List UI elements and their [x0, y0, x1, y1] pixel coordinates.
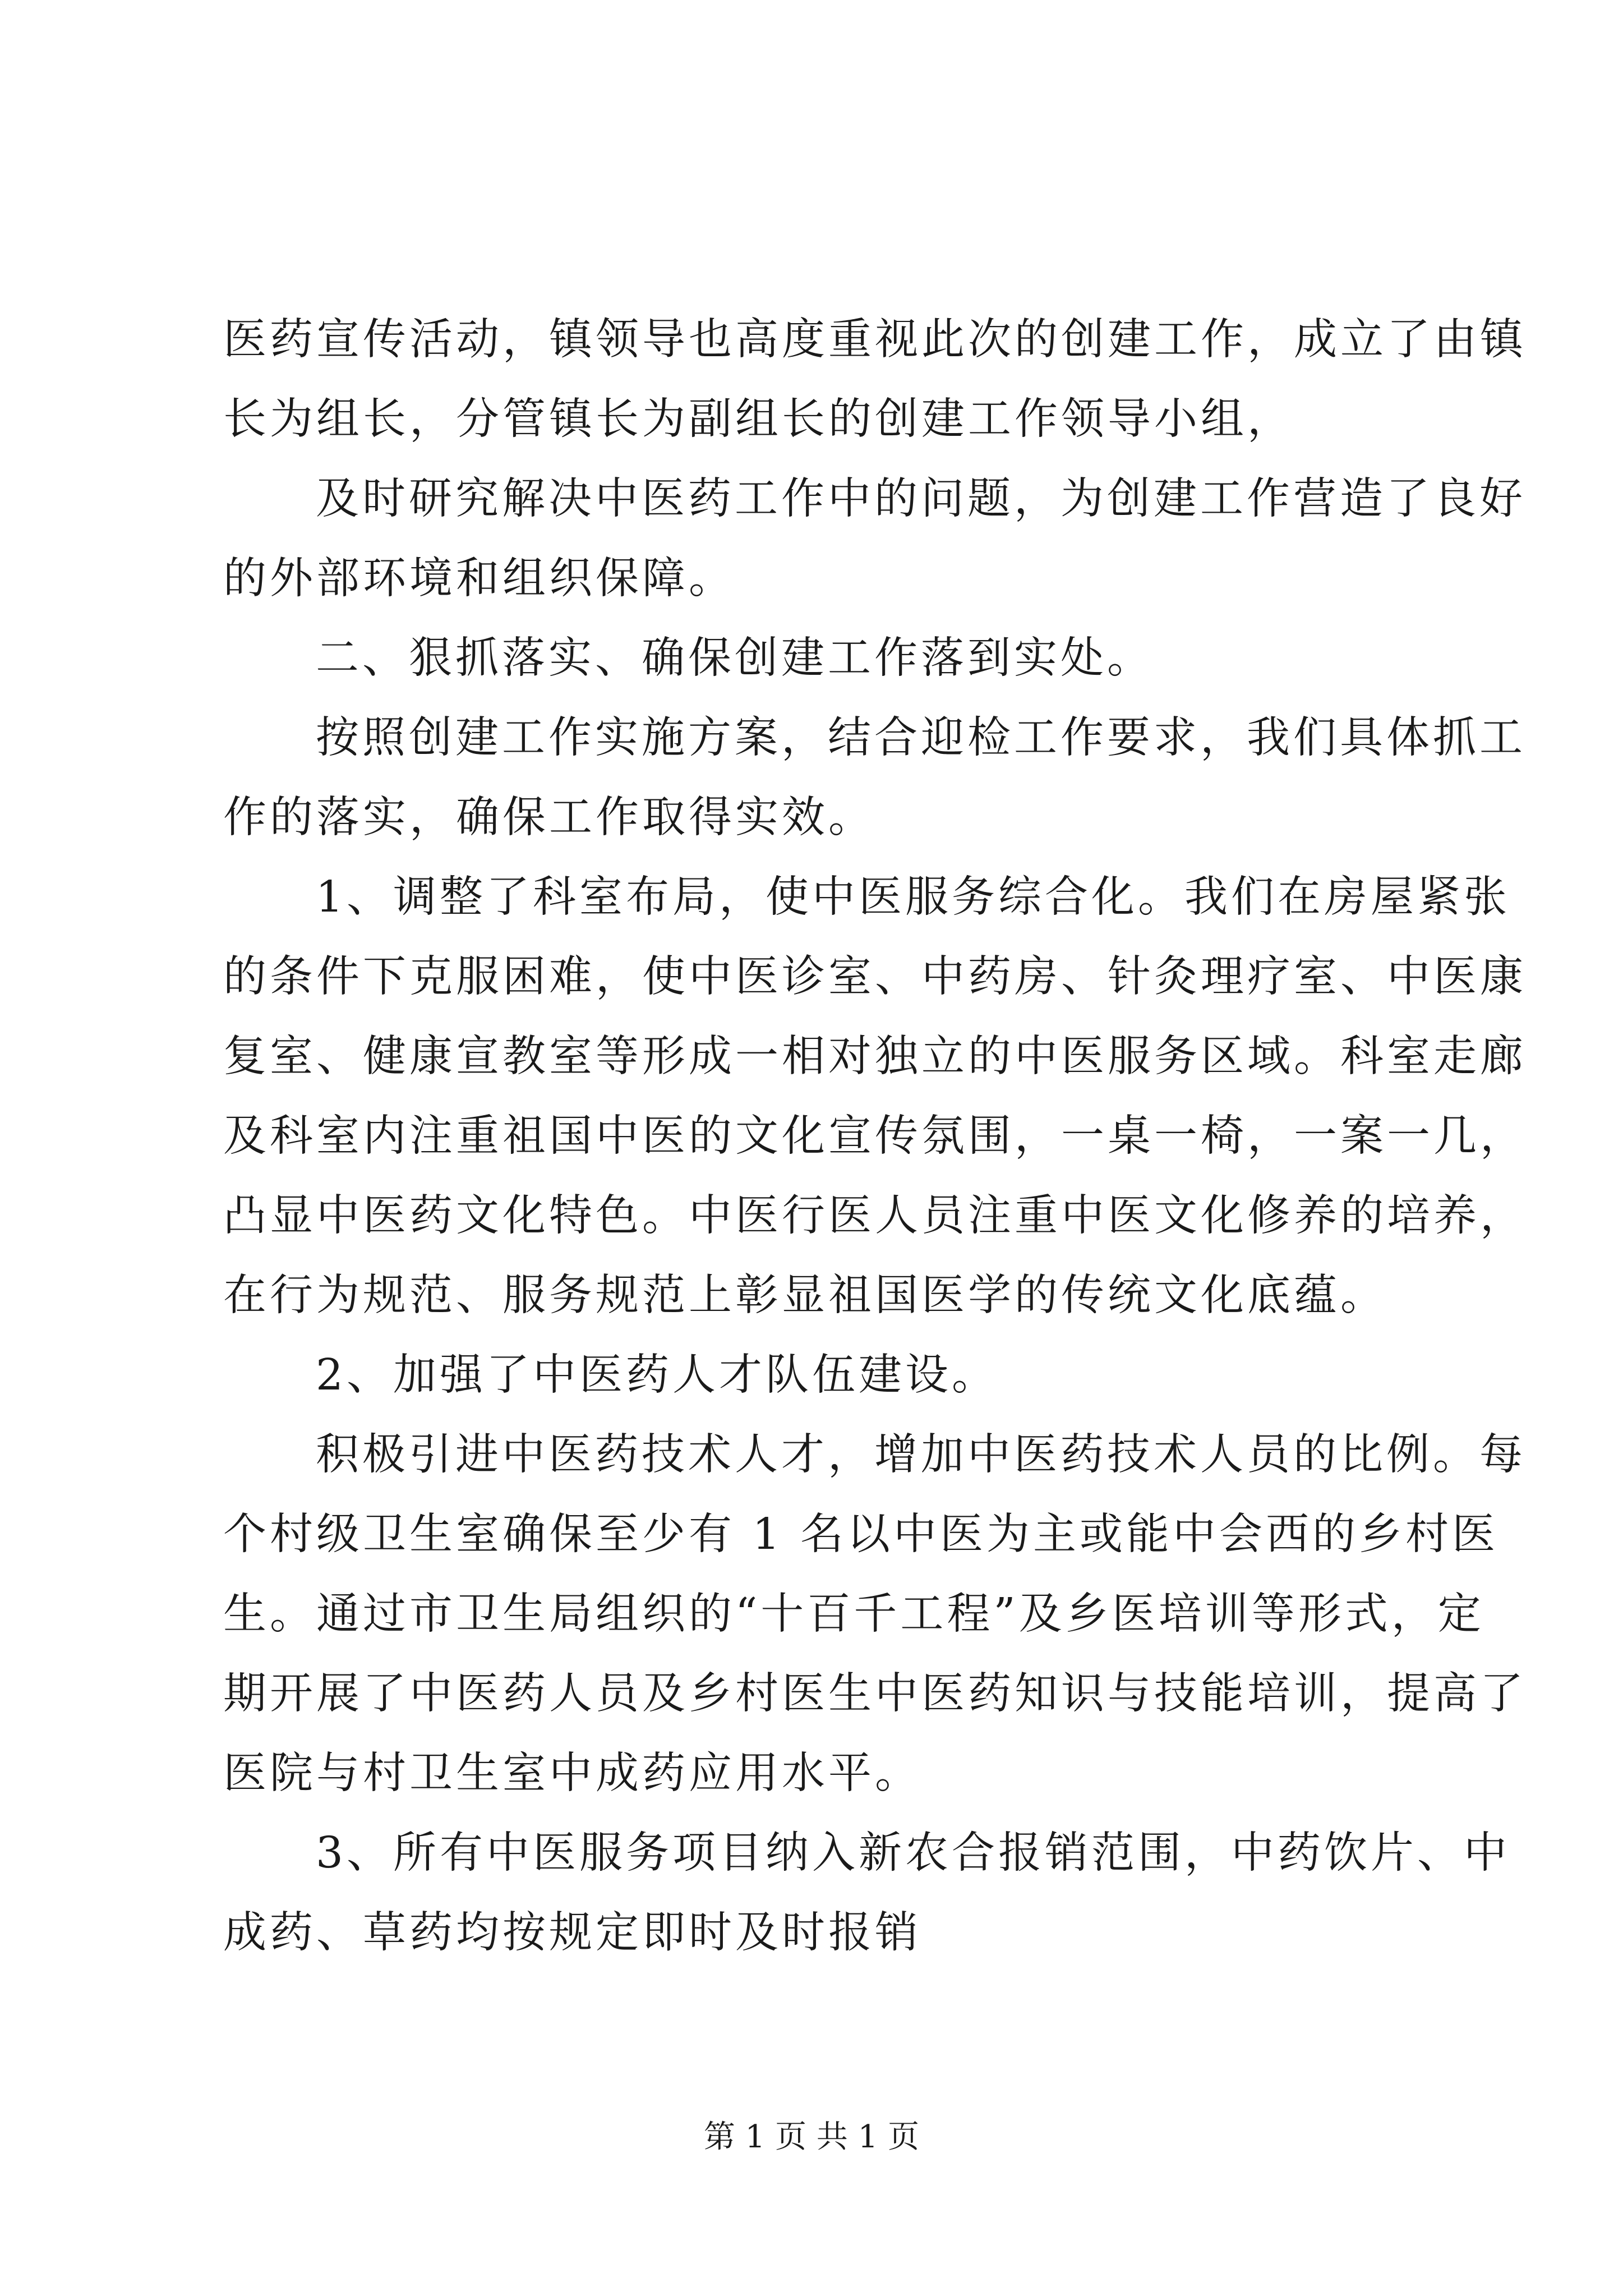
- text-line: 个村级卫生室确保至少有 1 名以中医为主或能中会西的乡村医: [223, 1510, 1498, 1559]
- text-line: 的外部环境和组织保障。: [223, 554, 735, 604]
- page-footer: 第 1 页 共 1 页: [703, 2119, 920, 2155]
- text-line: 二、狠抓落实、确保创建工作落到实处。: [316, 633, 1154, 683]
- text-line: 期开展了中医药人员及乡村医生中医药知识与技能培训，提高了: [223, 1669, 1527, 1719]
- text-line: 长为组长，分管镇长为副组长的创建工作领导小组，: [223, 394, 1294, 444]
- text-line: 医院与村卫生室中成药应用水平。: [223, 1749, 921, 1798]
- text-line: 作的落实，确保工作取得实效。: [223, 793, 875, 843]
- text-line: 2、加强了中医药人才队伍建设。: [316, 1350, 998, 1400]
- text-line: 凸显中医药文化特色。中医行医人员注重中医文化修养的培养，: [223, 1191, 1527, 1241]
- text-line: 成药、草药均按规定即时及时报销: [223, 1908, 921, 1958]
- text-line: 生。通过市卫生局组织的“十百千工程”及乡医培训等形式，定: [223, 1589, 1484, 1639]
- text-line: 1、调整了科室布局，使中医服务综合化。我们在房屋紧张: [316, 872, 1510, 922]
- document-body: [223, 300, 1527, 1973]
- text-line: 积极引进中医药技术人才，增加中医药技术人员的比例。每: [316, 1430, 1526, 1480]
- text-line: 在行为规范、服务规范上彰显祖国医学的传统文化底蕴。: [223, 1271, 1387, 1320]
- text-line: 按照创建工作实施方案，结合迎检工作要求，我们具体抓工: [316, 713, 1526, 763]
- text-line: 及科室内注重祖国中医的文化宣传氛围，一桌一椅，一案一几，: [223, 1111, 1527, 1161]
- text-line: 及时研究解决中医药工作中的问题，为创建工作营造了良好: [316, 474, 1526, 524]
- text-line: 医药宣传活动，镇领导也高度重视此次的创建工作，成立了由镇: [223, 315, 1527, 365]
- text-line: 复室、健康宣教室等形成一相对独立的中医服务区域。科室走廊: [223, 1032, 1527, 1082]
- text-line: 3、所有中医服务项目纳入新农合报销范围，中药饮片、中: [316, 1828, 1510, 1878]
- text-line: 的条件下克服困难，使中医诊室、中药房、针灸理疗室、中医康: [223, 952, 1527, 1002]
